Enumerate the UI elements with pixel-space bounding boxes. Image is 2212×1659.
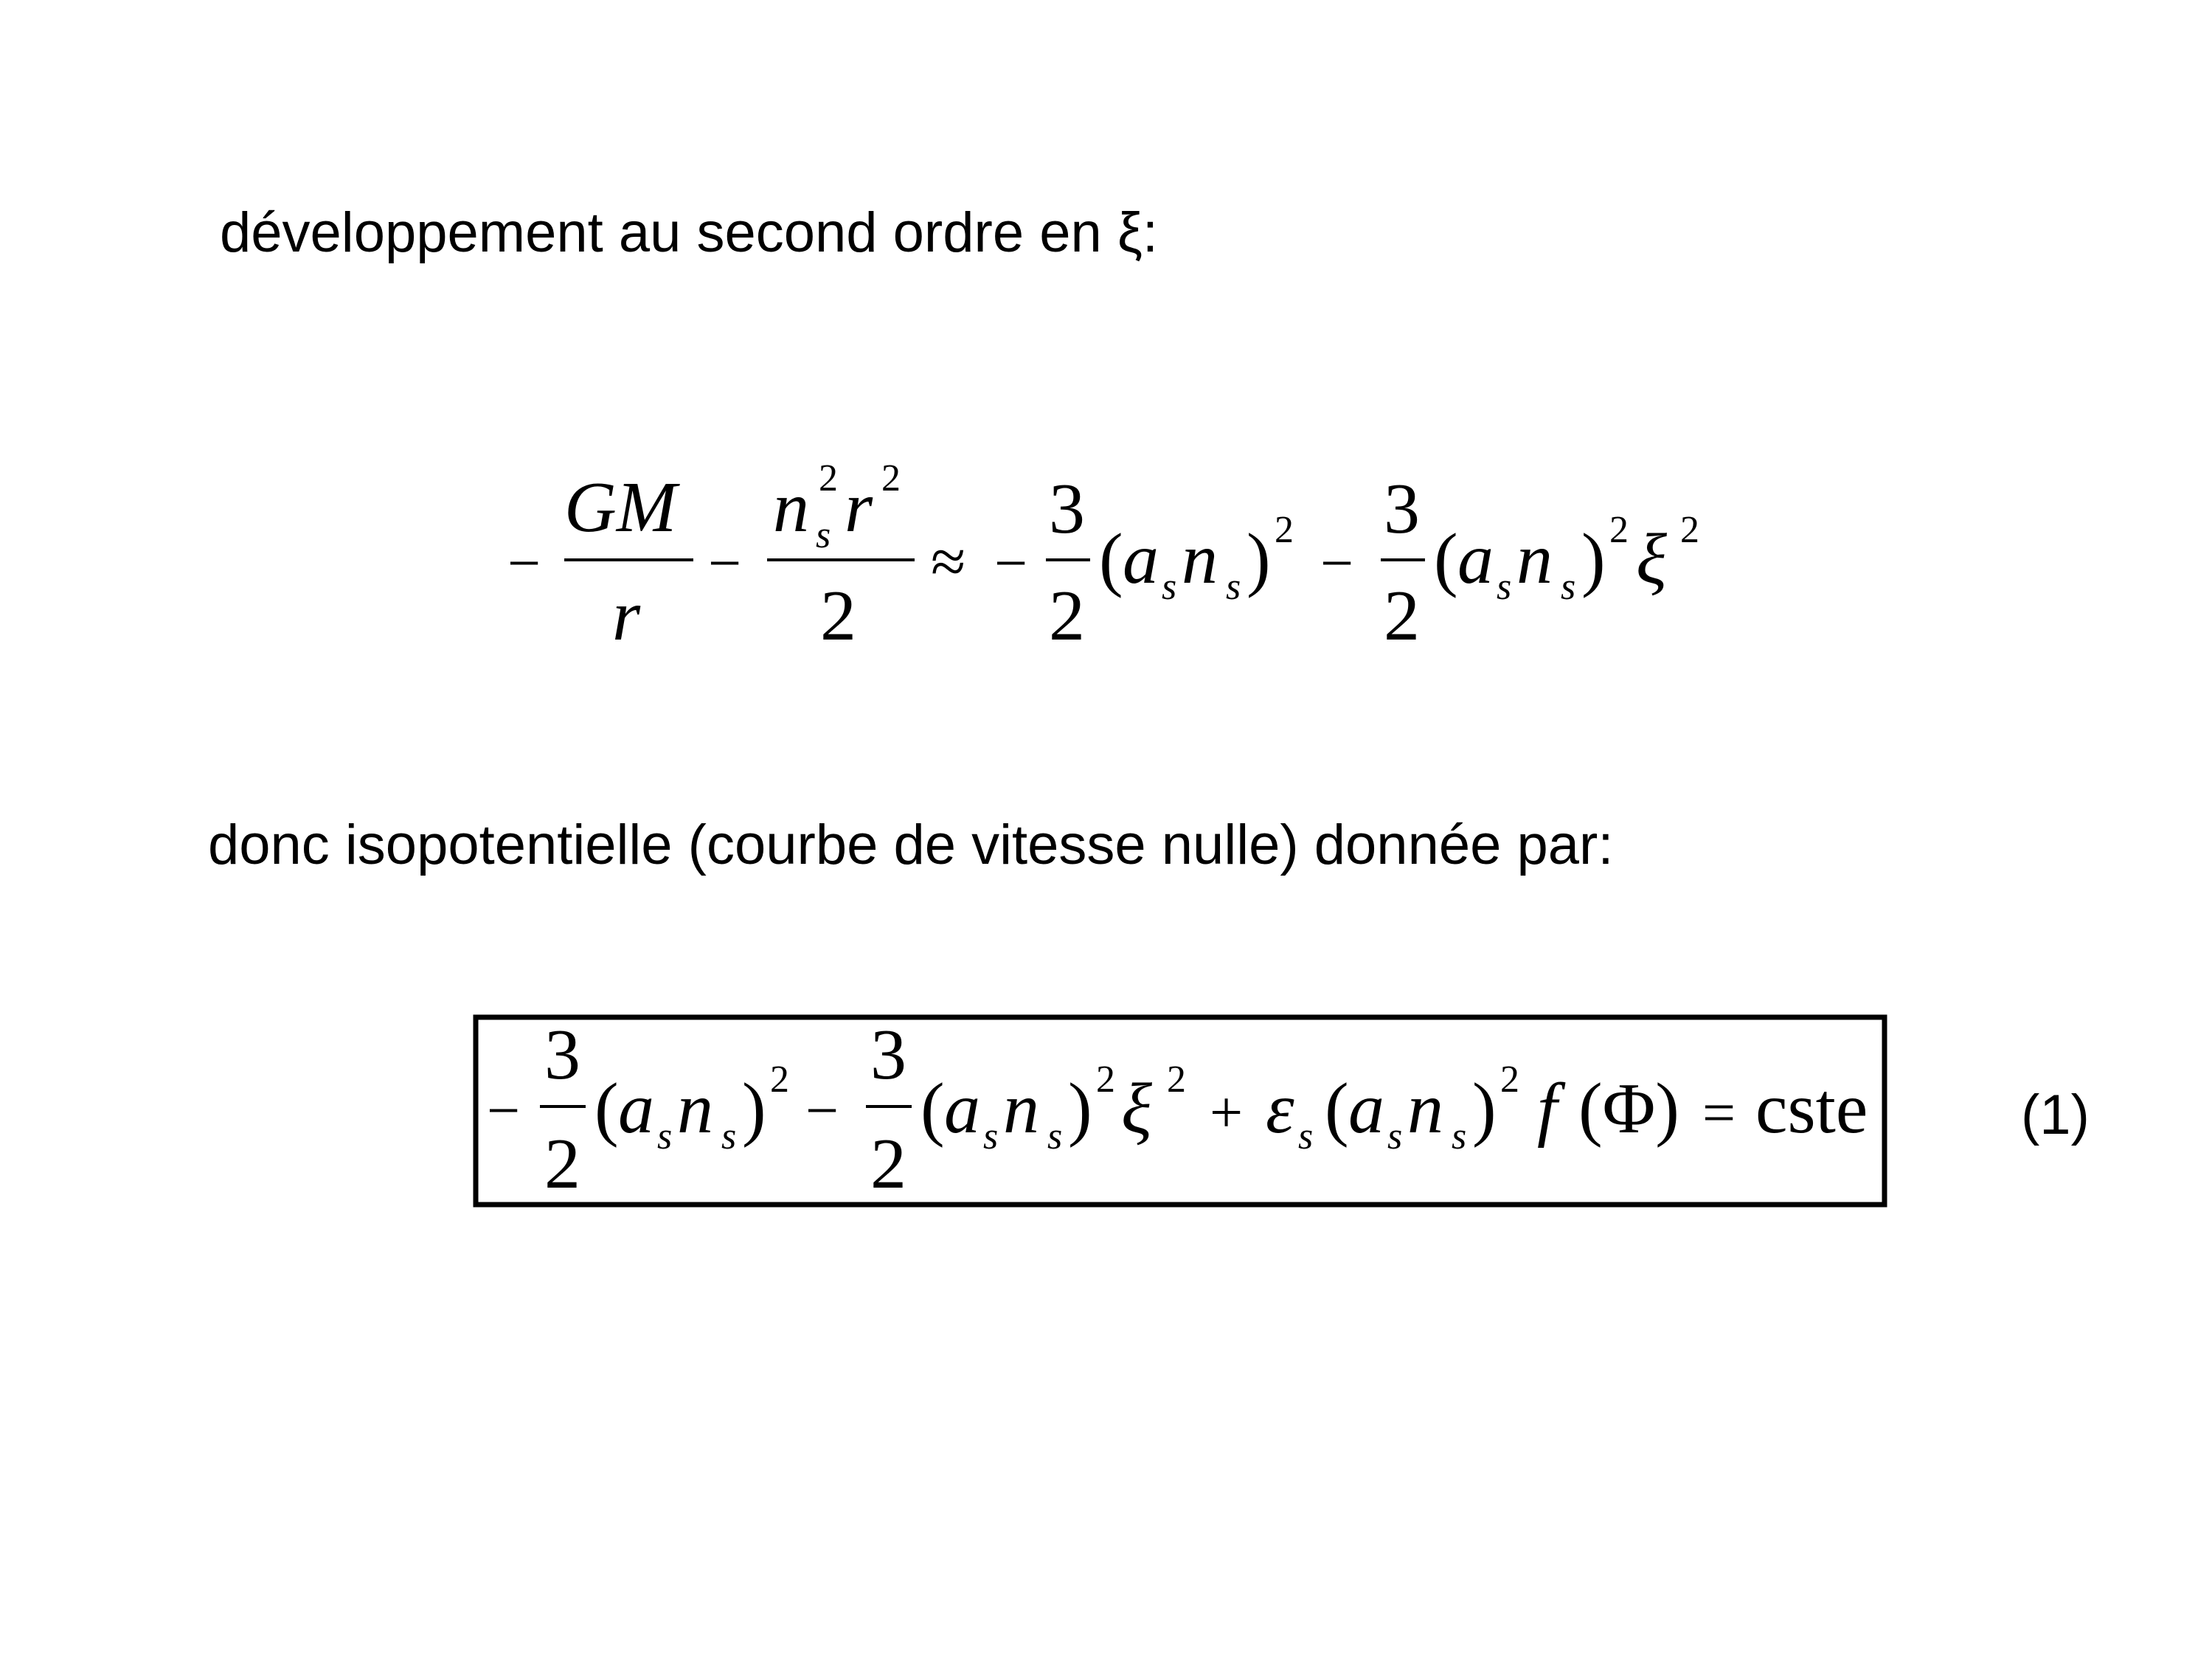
eq2-xi: ξ (1121, 1069, 1152, 1149)
eq2-n-sub-2: s (1047, 1115, 1063, 1157)
eq1-frac1-numerator: GM (564, 468, 677, 547)
eq1-lparen-2: ( (1434, 519, 1458, 599)
eq2-a-1: a (618, 1069, 654, 1149)
eq2-xi-sup: 2 (1167, 1059, 1186, 1101)
eq1-frac2-denominator: 2 (820, 576, 856, 656)
eq1-frac4-denominator: 2 (1384, 576, 1420, 656)
eq1-sup-2: 2 (1609, 509, 1629, 551)
heading-isopotential-text: donc isopotentielle (courbe de vitesse nulle) donnée par: (208, 814, 1614, 876)
eq2-lparen-1: ( (594, 1069, 619, 1149)
eq1-xi: ξ (1636, 519, 1667, 599)
eq2-a-sub-3: s (1387, 1115, 1403, 1157)
eq1-sup-1: 2 (1275, 509, 1294, 551)
eq2-n-1: n (677, 1069, 713, 1149)
eq1-approx: ≈ (931, 526, 966, 597)
eq1-xi-sup: 2 (1680, 509, 1699, 551)
eq2-epsilon: ε (1266, 1069, 1294, 1149)
eq2-frac1-numerator: 3 (544, 1015, 580, 1095)
eq1-minus-2: − (708, 531, 742, 596)
eq2-rparen-2: ) (1068, 1069, 1092, 1149)
eq1-frac2-n-sub: s (816, 514, 831, 556)
eq2-cste: cste (1755, 1069, 1868, 1149)
eq1-frac3-denominator: 2 (1049, 576, 1085, 656)
eq2-lparen-2: ( (920, 1069, 945, 1149)
eq2-n-2: n (1003, 1069, 1039, 1149)
eq2-a-3: a (1348, 1069, 1384, 1149)
eq2-equals: = (1702, 1081, 1736, 1146)
eq2-n-sub-1: s (721, 1115, 737, 1157)
eq1-a-1: a (1123, 519, 1159, 599)
eq2-n-3: n (1407, 1069, 1443, 1149)
eq2-sup-3: 2 (1500, 1059, 1519, 1101)
eq1-frac2-r: r (845, 468, 873, 547)
eq1-n-sub-1: s (1226, 566, 1241, 608)
eq1-a-sub-2: s (1497, 566, 1512, 608)
eq2-rparen-1: ) (742, 1069, 766, 1149)
eq1-frac4-numerator: 3 (1384, 469, 1420, 549)
eq2-n-sub-3: s (1452, 1115, 1467, 1157)
eq2-rparen-3: ) (1472, 1069, 1497, 1149)
eq2-phi-group: (Φ) (1578, 1069, 1679, 1149)
eq2-frac2-numerator: 3 (870, 1015, 906, 1095)
eq1-minus-4: − (1320, 531, 1354, 596)
eq1-n-2: n (1516, 519, 1553, 599)
eq1-rparen-1: ) (1247, 519, 1271, 599)
eq1-frac2-r-sup: 2 (881, 457, 901, 499)
eq1-frac2-n-sup: 2 (819, 457, 838, 499)
eq2-plus: + (1210, 1081, 1244, 1146)
eq2-epsilon-sub: s (1298, 1115, 1314, 1157)
eq2-minus-2: − (805, 1078, 839, 1143)
eq2-a-2: a (944, 1069, 980, 1149)
eq2-frac1-denominator: 2 (544, 1124, 580, 1204)
eq2-lparen-3: ( (1325, 1069, 1349, 1149)
eq2-f: f (1537, 1069, 1558, 1149)
eq1-frac1-denominator: r (612, 576, 641, 656)
eq2-a-sub-1: s (657, 1115, 673, 1157)
eq1-n-sub-2: s (1561, 566, 1576, 608)
equation-number-text: (1) (2021, 1084, 2090, 1146)
eq1-a-sub-1: s (1162, 566, 1177, 608)
eq1-n-1: n (1182, 519, 1218, 599)
eq2-a-sub-2: s (983, 1115, 999, 1157)
eq1-frac2-n: n (773, 468, 809, 547)
eq2-frac2-denominator: 2 (870, 1124, 906, 1204)
eq1-a-2: a (1457, 519, 1494, 599)
heading-text: développement au second ordre en ξ: (220, 201, 1158, 264)
eq1-minus-3: − (994, 531, 1028, 596)
equation-number (2021, 1084, 2090, 1146)
eq2-minus-1: − (487, 1078, 521, 1143)
eq2-sup-1: 2 (770, 1059, 789, 1101)
eq1-frac3-numerator: 3 (1049, 469, 1085, 549)
eq1-lparen-1: ( (1099, 519, 1123, 599)
eq1-rparen-2: ) (1581, 519, 1606, 599)
eq2-sup-2: 2 (1096, 1059, 1115, 1101)
eq1-minus-1: − (507, 531, 541, 596)
